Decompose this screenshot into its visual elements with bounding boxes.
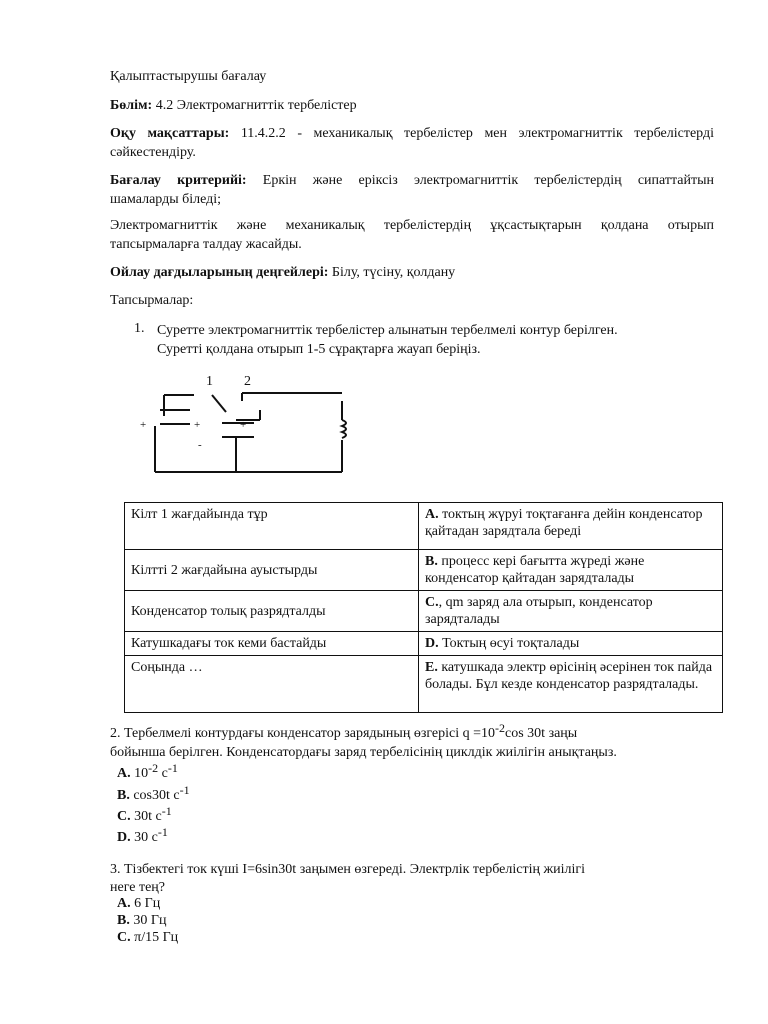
criteria2-text-2: тапсырмаларға талдау жасайды. — [110, 237, 302, 252]
matching-table — [124, 502, 723, 713]
document-title: Қалыптастырушы бағалау — [110, 69, 267, 84]
task2-text-1b: cos 30t заңы — [505, 726, 578, 741]
task2-option-a — [117, 761, 178, 783]
option-sup-1: -1 — [179, 783, 190, 797]
option-key: C. — [117, 809, 131, 824]
switch-position-2-label: 2 — [244, 374, 251, 389]
task2-line-2: бойынша берілген. Конденсатордағы заряд тербелісінің циклдік жиілігін анықтаңыз. — [110, 745, 617, 760]
task3-line-2: неге тең? — [110, 880, 166, 895]
table-cell-right — [419, 503, 723, 550]
tasks-label: Тапсырмалар: — [110, 293, 194, 308]
table-cell-left: Соңында … — [125, 656, 419, 713]
option-sup-1: -1 — [161, 804, 172, 818]
task1-item — [110, 321, 714, 361]
table-row — [125, 656, 723, 713]
answer-text: , qm заряд ала отырып, конденсатор зарядталады — [425, 595, 653, 627]
answer-text: катушкада электр өрісінің әсерінен ток пайда болады. Бұл кезде конденсатор разрядталады. — [425, 660, 713, 692]
oscillating-circuit-diagram — [140, 368, 360, 478]
matching-table-body — [125, 503, 723, 713]
task3-line-1: 3. Тізбектегі ток күші I=6sin30t заңымен өзгереді. Электрлік тербелістің жиілігі — [110, 862, 586, 877]
answer-text: токтың жүруі тоқтағанға дейін конденсатор қайтадан зарядтала береді — [425, 507, 703, 539]
option-key: D. — [117, 830, 131, 845]
inductor-coil — [342, 420, 346, 438]
criteria-line-1 — [110, 171, 714, 190]
option-text: 10 — [130, 766, 149, 781]
option-key: A. — [117, 896, 131, 911]
option-key: A. — [117, 766, 131, 781]
task1-text-1: Суретте электромагниттік тербелістер алынатын тербелмелі контур берілген. — [157, 323, 618, 338]
section-line — [110, 96, 714, 115]
option-key: B. — [117, 913, 130, 928]
option-mid: с — [158, 766, 168, 781]
objectives-text-1: 11.4.2.2 - механикалық тербелістер мен электромагниттік тербелістерді — [240, 126, 714, 141]
task2-exponent: -2 — [495, 721, 506, 735]
objectives-label: Оқу мақсаттары: — [110, 126, 230, 141]
objectives-text-2: сәйкестендіру. — [110, 145, 196, 160]
option-sup-2: -1 — [167, 761, 178, 775]
task2-option-c — [117, 804, 172, 826]
objectives-line-1 — [110, 124, 714, 143]
criteria-text-1: Еркін және еріксіз электромагниттік тербелістердің сипаттайтын — [262, 173, 714, 188]
task2-text-1a: 2. Тербелмелі контурдағы конденсатор зарядының өзгерісі q =10 — [110, 726, 496, 741]
option-text: 30t с — [130, 809, 162, 824]
task1-number: 1. — [134, 321, 145, 336]
section-label: Бөлім: — [110, 98, 153, 113]
criteria2-text-1: Электромагниттік және механикалық тербелістердің ұқсастықтарын қолдана отырып — [110, 218, 714, 233]
capacitor-minus-sign: - — [198, 439, 202, 451]
answer-key: D. — [425, 636, 439, 651]
thinking-value: Білу, түсіну, қолдану — [331, 265, 456, 280]
task2-line-1 — [110, 721, 714, 743]
criteria-label: Бағалау критерийі: — [110, 173, 247, 188]
table-cell-right — [419, 632, 723, 656]
table-row — [125, 632, 723, 656]
criteria-text-2: шамаларды біледі; — [110, 192, 222, 207]
answer-text: Токтың өсуі тоқталады — [438, 636, 580, 651]
answer-key: E. — [425, 660, 438, 675]
option-text: 30 Гц — [129, 913, 167, 928]
task1-text-2: Суретті қолдана отырып 1-5 сұрақтарға жауап беріңіз. — [157, 342, 481, 357]
table-cell-right — [419, 591, 723, 632]
answer-text: процесс кері бағытта жүреді және конденсатор қайтадан зарядталады — [425, 554, 645, 586]
task2-option-d — [117, 825, 168, 847]
answer-key: C. — [425, 595, 439, 610]
switch-blade — [212, 395, 226, 412]
capacitor-plus-sign-left: + — [194, 419, 201, 431]
option-sup-1: -2 — [148, 761, 159, 775]
table-cell-left: Кілтті 2 жағдайына ауыстырды — [125, 550, 419, 591]
option-text: cos30t с — [129, 788, 180, 803]
option-text: π/15 Гц — [130, 930, 179, 945]
table-cell-left: Конденсатор толық разрядталды — [125, 591, 419, 632]
option-sup-1: -1 — [157, 825, 168, 839]
table-row — [125, 591, 723, 632]
option-key: B. — [117, 788, 130, 803]
task2-option-b — [117, 783, 190, 805]
answer-key: B. — [425, 554, 438, 569]
capacitor-plus-sign-right: + — [240, 419, 247, 431]
option-text: 6 Гц — [130, 896, 161, 911]
thinking-line — [110, 263, 714, 282]
table-row — [125, 503, 723, 550]
battery-plus-sign: + — [140, 419, 147, 431]
switch-position-1-label: 1 — [206, 374, 213, 389]
thinking-label: Ойлау дағдыларының деңгейлері: — [110, 265, 329, 280]
section-value: 4.2 Электромагниттік тербелістер — [155, 98, 357, 113]
table-cell-right — [419, 656, 723, 713]
option-text: 30 с — [130, 830, 158, 845]
table-cell-left: Катушкадағы ток кеми бастайды — [125, 632, 419, 656]
task3-option-c — [117, 928, 178, 947]
answer-key: A. — [425, 507, 439, 522]
table-cell-right — [419, 550, 723, 591]
table-row — [125, 550, 723, 591]
table-cell-left: Кілт 1 жағдайында тұр — [125, 503, 419, 550]
option-key: C. — [117, 930, 131, 945]
